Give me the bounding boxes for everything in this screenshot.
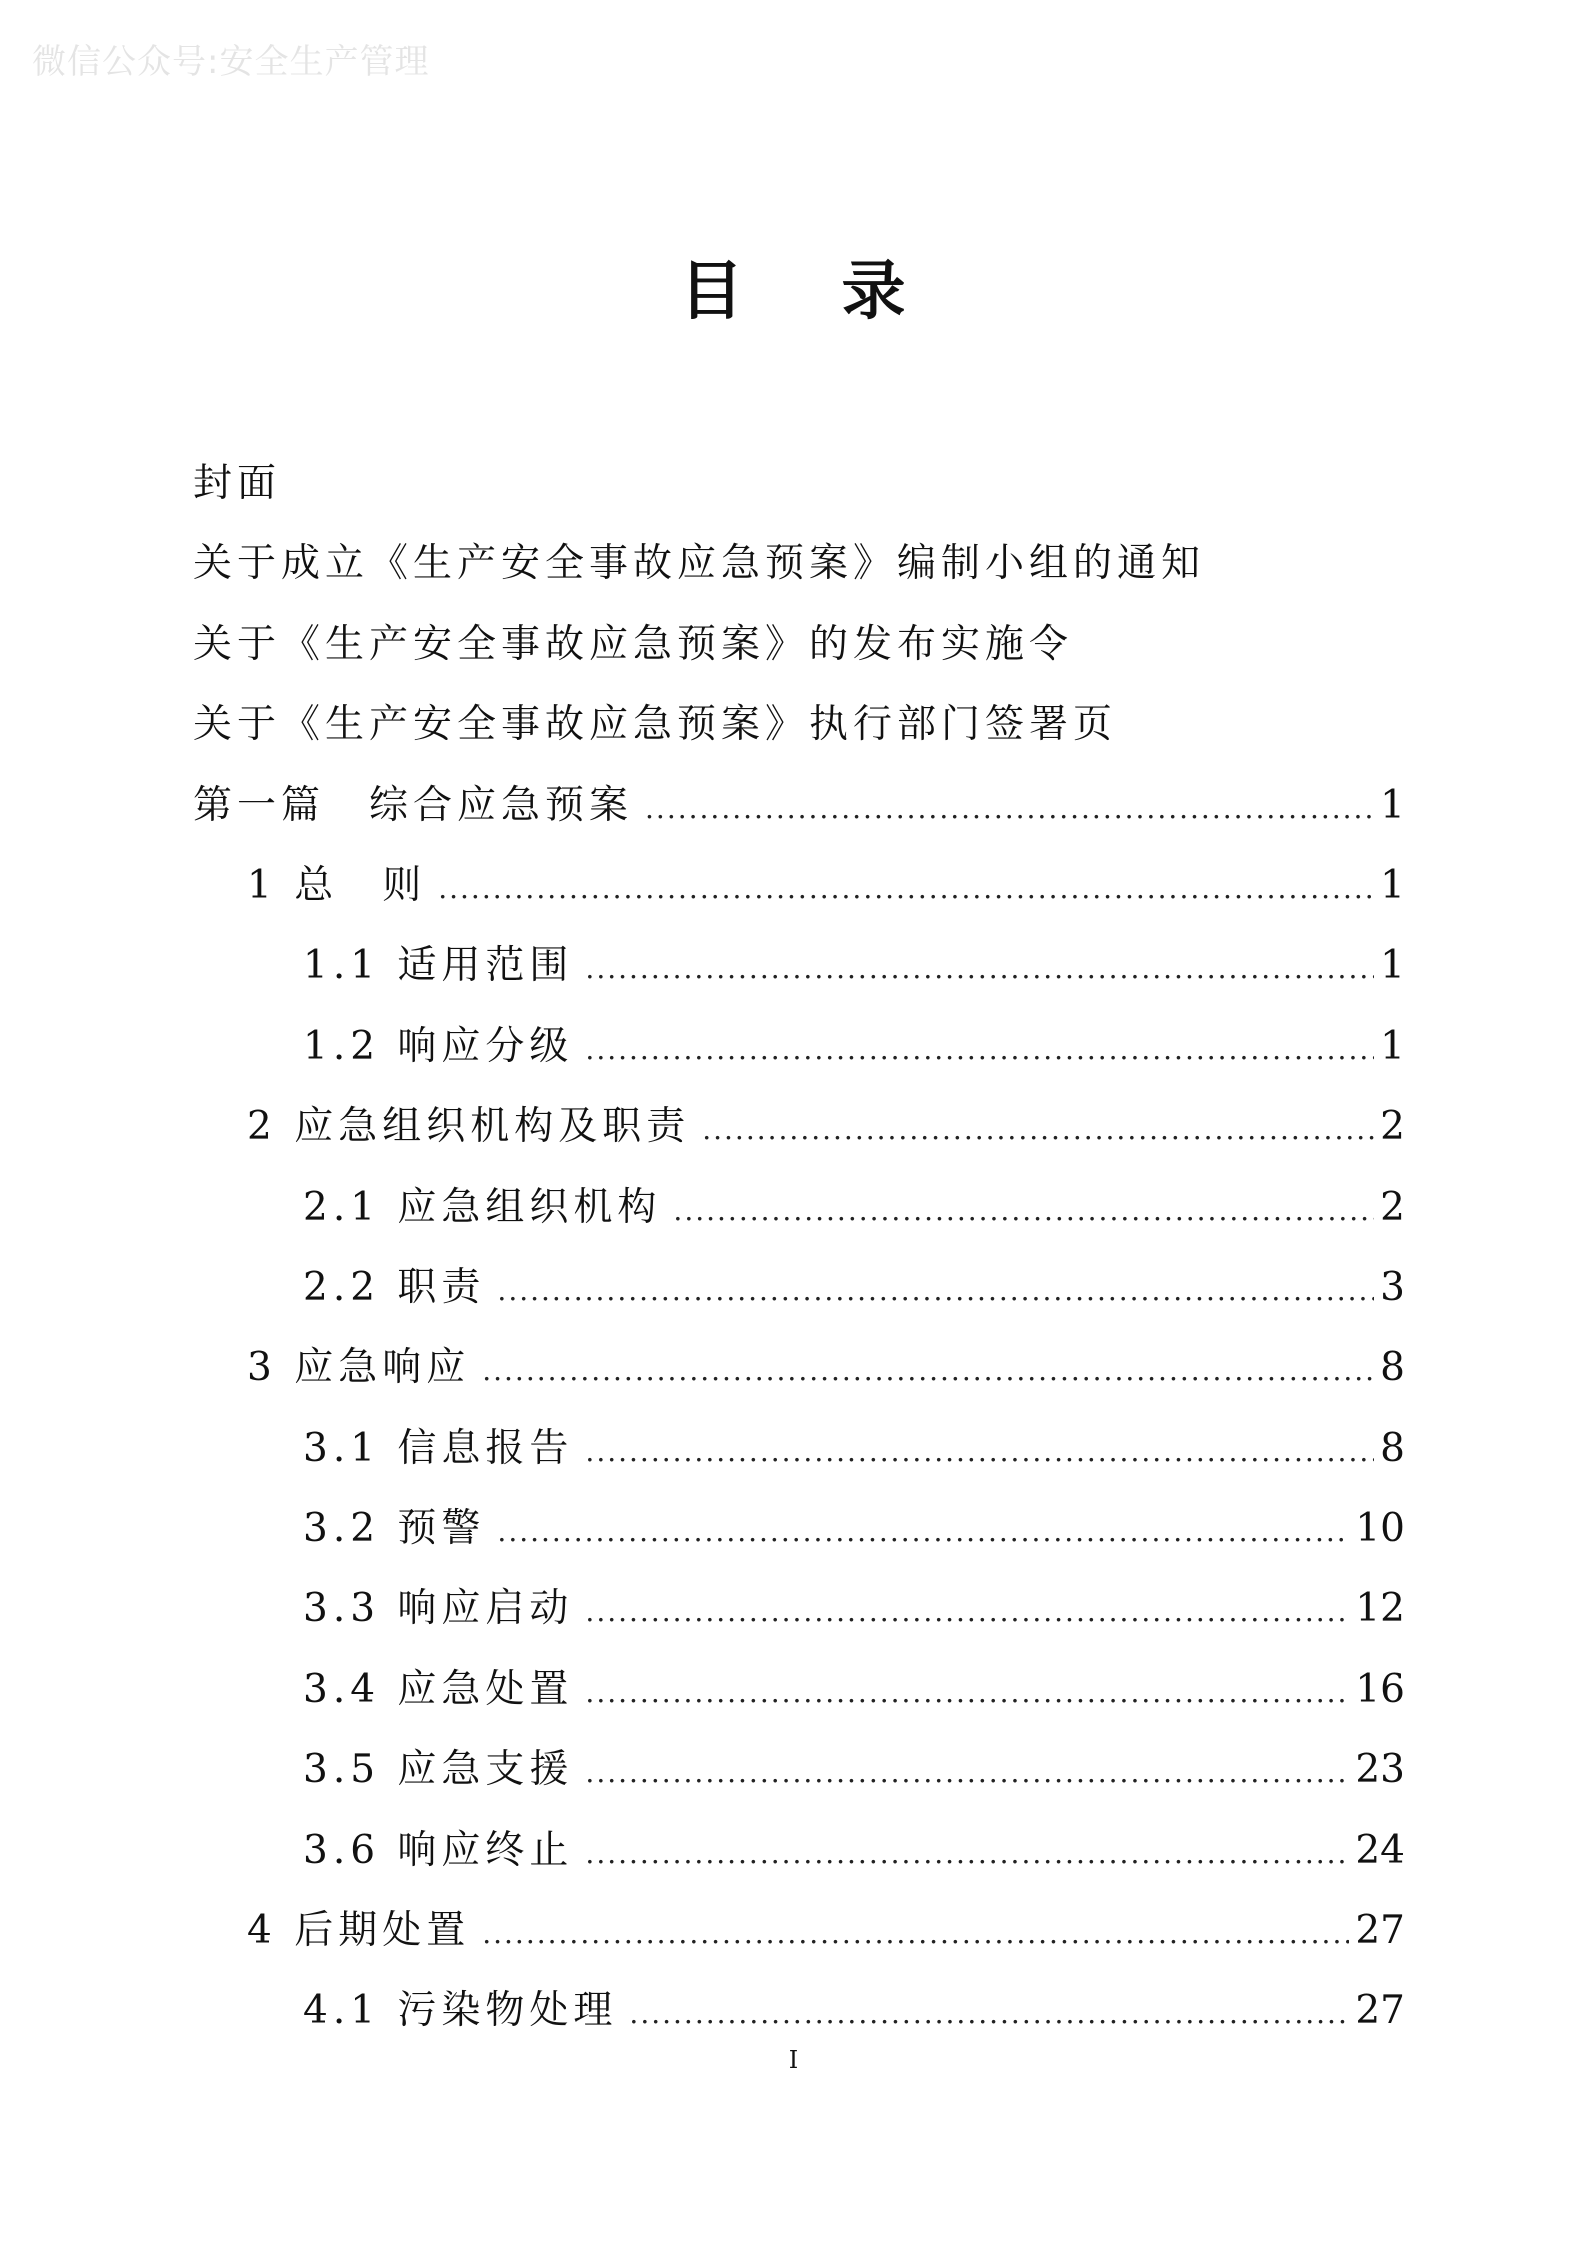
toc-dot-leader [585,1595,1349,1628]
toc-entry[interactable] [193,532,1405,612]
page-title [0,252,1587,332]
toc-entry-label: 3.4 应急处置 [303,1666,574,1712]
toc-entry[interactable] [193,1738,1405,1818]
toc-entry-label: 1.2 响应分级 [303,1023,574,1069]
toc-entry-page: 1 [1380,862,1405,908]
toc-entry[interactable] [193,854,1405,934]
toc-entry[interactable] [193,1899,1405,1979]
toc-dot-leader [438,872,1374,905]
toc-entry-label: 关于成立《生产安全事故应急预案》编制小组的通知 [193,541,1206,587]
toc-dot-leader [585,1435,1374,1468]
toc-entry[interactable] [193,1095,1405,1175]
toc-entry[interactable] [193,1015,1405,1095]
toc-entry[interactable] [193,452,1405,532]
toc-entry-label: 1.1 适用范围 [303,943,574,989]
toc-entry-label: 第一篇 综合应急预案 [193,782,634,828]
toc-entry-label: 2.1 应急组织机构 [303,1184,662,1230]
toc-entry[interactable] [193,1577,1405,1657]
toc-dot-leader [482,1917,1349,1950]
toc-entry-page: 3 [1380,1264,1405,1310]
toc-entry-page: 2 [1380,1184,1405,1230]
toc-entry-label: 2.2 职责 [303,1264,486,1310]
toc-entry-label: 封面 [193,461,282,506]
toc-dot-leader [673,1194,1374,1227]
table-of-contents [193,452,1405,2060]
toc-dot-leader [497,1274,1374,1307]
toc-entry[interactable] [193,1819,1405,1899]
toc-entry[interactable] [193,1336,1405,1416]
toc-entry-page: 1 [1380,782,1405,828]
toc-entry-page: 8 [1380,1345,1405,1391]
toc-entry[interactable] [193,1658,1405,1738]
toc-entry-label: 3 应急响应 [247,1345,471,1391]
toc-entry-page: 23 [1355,1747,1405,1793]
toc-entry-page: 16 [1355,1666,1405,1712]
toc-entry[interactable] [193,693,1405,773]
toc-entry-page: 12 [1355,1586,1405,1632]
toc-entry-label: 关于《生产安全事故应急预案》的发布实施令 [193,621,1074,667]
toc-dot-leader [585,952,1374,985]
toc-dot-leader [497,1515,1349,1548]
toc-entry[interactable] [193,774,1405,854]
toc-dot-leader [585,1033,1374,1066]
toc-entry-page: 27 [1355,1908,1405,1954]
watermark-text: 微信公众号:安全生产管理 [32,42,430,82]
toc-entry-page: 2 [1380,1104,1405,1150]
toc-entry[interactable] [193,1497,1405,1577]
toc-entry-label: 3.1 信息报告 [303,1425,574,1471]
toc-entry-label: 3.2 预警 [303,1506,486,1552]
toc-entry-label: 4 后期处置 [247,1908,471,1954]
toc-entry-label: 关于《生产安全事故应急预案》执行部门签署页 [193,702,1118,748]
toc-entry-page: 10 [1355,1506,1405,1552]
toc-dot-leader [629,1997,1349,2030]
toc-dot-leader [482,1354,1374,1387]
title-char-1: 目 [679,255,746,329]
toc-entry[interactable] [193,934,1405,1014]
toc-entry-page: 8 [1380,1425,1405,1471]
toc-entry[interactable] [193,613,1405,693]
toc-dot-leader [585,1676,1349,1709]
toc-dot-leader [585,1837,1349,1870]
toc-dot-leader [702,1113,1374,1146]
toc-dot-leader [645,792,1374,825]
toc-dot-leader [585,1756,1349,1789]
toc-entry-page: 27 [1355,1988,1405,2034]
toc-entry[interactable] [193,1176,1405,1256]
toc-entry-page: 1 [1380,1023,1405,1069]
toc-entry-label: 3.3 响应启动 [303,1586,574,1632]
page-number-footer: I [788,2046,799,2074]
toc-entry-label: 4.1 污染物处理 [303,1988,618,2034]
toc-entry-label: 1 总 则 [247,862,427,908]
toc-entry-page: 1 [1380,943,1405,989]
title-char-2: 录 [841,255,908,329]
toc-entry[interactable] [193,1417,1405,1497]
toc-entry-page: 24 [1355,1827,1405,1873]
toc-entry-label: 2 应急组织机构及职责 [247,1104,691,1150]
toc-entry-label: 3.6 响应终止 [303,1827,574,1873]
toc-entry[interactable] [193,1256,1405,1336]
toc-entry-label: 3.5 应急支援 [303,1747,574,1793]
